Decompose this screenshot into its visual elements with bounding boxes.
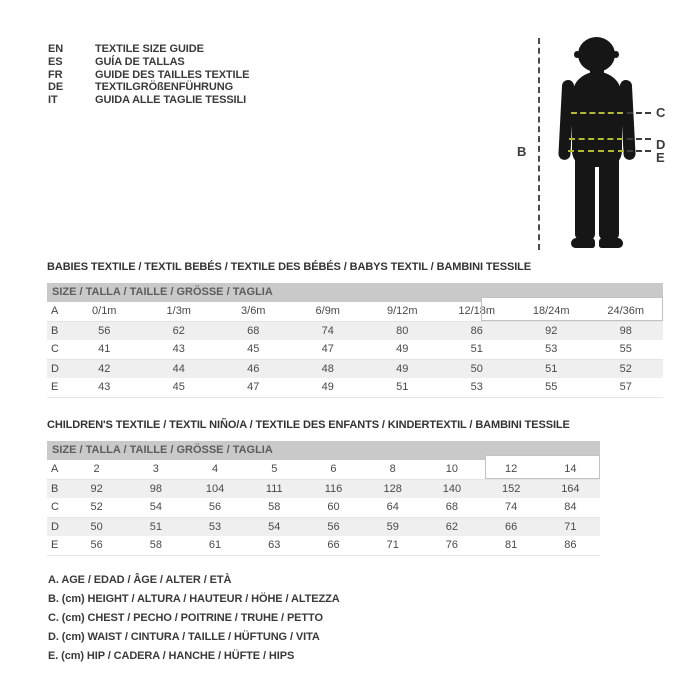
size-value-cell: 0/1m <box>67 302 142 321</box>
row-label: B <box>47 321 67 340</box>
size-value-cell: 92 <box>67 479 126 498</box>
size-value-cell: 47 <box>291 340 366 359</box>
size-value-cell: 48 <box>291 359 366 378</box>
legend-line: B. (cm) HEIGHT / ALTURA / HAUTEUR / HÖHE / ALTEZZA <box>48 593 340 605</box>
language-guide-title: TEXTILE SIZE GUIDE <box>95 43 204 55</box>
size-table-row <box>47 479 600 498</box>
size-value-cell: 68 <box>216 321 291 340</box>
size-value-cell: 63 <box>245 536 304 555</box>
size-table-row <box>47 340 663 359</box>
silhouette-ear-right <box>613 51 619 58</box>
size-value-cell: 6/9m <box>291 302 366 321</box>
language-code: EN <box>48 43 64 55</box>
legend-line: A. AGE / EDAD / ÂGE / ALTER / ETÀ <box>48 574 232 586</box>
size-value-cell: 86 <box>440 321 515 340</box>
size-value-cell: 86 <box>541 536 600 555</box>
size-table-row <box>47 378 663 397</box>
chest-measure-leader-line <box>627 112 651 114</box>
size-value-cell: 53 <box>440 378 515 397</box>
size-value-cell: 49 <box>291 378 366 397</box>
size-value-cell: 76 <box>422 536 481 555</box>
silhouette-leg-left <box>575 140 595 240</box>
size-value-cell: 57 <box>589 378 664 397</box>
size-value-cell: 152 <box>482 479 541 498</box>
size-value-cell: 66 <box>482 517 541 536</box>
size-table-row <box>47 460 600 479</box>
language-row <box>48 81 249 94</box>
language-guide-title: GUIDA ALLE TAGLIE TESSILI <box>95 94 247 107</box>
size-value-cell: 116 <box>304 479 363 498</box>
language-guide-title: GUIDE DES TAILLES TEXTILE <box>95 68 250 81</box>
legend-line: D. (cm) WAIST / CINTURA / TAILLE / HÜFTUNG / VITA <box>48 631 320 643</box>
language-code: IT <box>48 94 58 107</box>
silhouette-leg-right <box>599 140 619 240</box>
size-value-cell: 49 <box>365 340 440 359</box>
size-value-cell: 45 <box>216 340 291 359</box>
children-size-grid <box>47 460 600 556</box>
children-size-table <box>47 441 600 556</box>
waist-measure-leader-line <box>627 138 651 140</box>
size-value-cell: 43 <box>142 340 217 359</box>
size-table-row <box>47 536 600 555</box>
size-value-cell: 51 <box>514 359 589 378</box>
language-row <box>48 69 249 82</box>
children-table-title: CHILDREN'S TEXTILE / TEXTIL NIÑO/A / TEXTILE DES ENFANTS / KINDERTEXTIL / BAMBINI TESSILE <box>47 419 570 431</box>
size-value-cell: 3/6m <box>216 302 291 321</box>
size-value-cell: 50 <box>440 359 515 378</box>
size-value-cell: 3 <box>126 460 185 479</box>
language-row <box>48 94 249 107</box>
row-label: D <box>47 517 67 536</box>
row-label: B <box>47 479 67 498</box>
size-value-cell: 111 <box>245 479 304 498</box>
size-value-cell: 45 <box>142 378 217 397</box>
size-value-cell: 51 <box>365 378 440 397</box>
size-value-cell: 52 <box>67 498 126 517</box>
size-value-cell: 66 <box>304 536 363 555</box>
size-value-cell: 53 <box>514 340 589 359</box>
language-guide-title: GUÍA DE TALLAS <box>95 55 185 68</box>
size-value-cell: 14 <box>541 460 600 479</box>
language-code: ES <box>48 55 63 68</box>
size-value-cell: 58 <box>245 498 304 517</box>
babies-size-header-text: SIZE / TALLA / TAILLE / GRÖSSE / TAGLIA <box>52 286 273 298</box>
size-value-cell: 6 <box>304 460 363 479</box>
babies-size-table <box>47 283 663 398</box>
size-value-cell: 56 <box>304 517 363 536</box>
row-label: C <box>47 498 67 517</box>
size-value-cell: 74 <box>482 498 541 517</box>
size-value-cell: 52 <box>589 359 664 378</box>
size-value-cell: 46 <box>216 359 291 378</box>
hip-label: E <box>656 150 665 165</box>
babies-highlight-notch <box>481 297 663 302</box>
size-value-cell: 64 <box>363 498 422 517</box>
silhouette-arm-right <box>620 80 636 161</box>
size-value-cell: 24/36m <box>589 302 664 321</box>
height-measure-dashed-line <box>538 38 540 250</box>
size-table-row <box>47 321 663 340</box>
language-row <box>48 56 249 69</box>
size-value-cell: 62 <box>422 517 481 536</box>
size-value-cell: 53 <box>185 517 244 536</box>
size-value-cell: 71 <box>541 517 600 536</box>
size-value-cell: 164 <box>541 479 600 498</box>
child-silhouette-figure <box>510 25 686 260</box>
language-code: DE <box>48 81 64 94</box>
row-label: D <box>47 359 67 378</box>
children-size-header-bar <box>47 441 600 460</box>
row-label: A <box>47 460 67 479</box>
legend-line: C. (cm) CHEST / PECHO / POITRINE / TRUHE / PETTO <box>48 612 323 624</box>
size-value-cell: 50 <box>67 517 126 536</box>
size-value-cell: 5 <box>245 460 304 479</box>
size-value-cell: 68 <box>422 498 481 517</box>
babies-size-header-bar <box>47 283 663 302</box>
size-value-cell: 8 <box>363 460 422 479</box>
size-value-cell: 4 <box>185 460 244 479</box>
size-value-cell: 55 <box>589 340 664 359</box>
size-value-cell: 51 <box>126 517 185 536</box>
size-value-cell: 104 <box>185 479 244 498</box>
legend-line: E. (cm) HIP / CADERA / HANCHE / HÜFTE / HIPS <box>48 650 295 662</box>
waist-measure-dashed-line <box>569 138 623 140</box>
row-label: E <box>47 378 67 397</box>
size-value-cell: 54 <box>126 498 185 517</box>
size-value-cell: 140 <box>422 479 481 498</box>
size-value-cell: 43 <box>67 378 142 397</box>
size-value-cell: 9/12m <box>365 302 440 321</box>
size-value-cell: 56 <box>67 321 142 340</box>
size-value-cell: 41 <box>67 340 142 359</box>
row-label: C <box>47 340 67 359</box>
children-highlight-notch <box>485 455 600 460</box>
size-value-cell: 10 <box>422 460 481 479</box>
babies-table-title: BABIES TEXTILE / TEXTIL BEBÉS / TEXTILE DES BÉBÉS / BABYS TEXTIL / BAMBINI TESSILE <box>47 261 532 273</box>
row-label: E <box>47 536 67 555</box>
size-value-cell: 1/3m <box>142 302 217 321</box>
size-value-cell: 80 <box>365 321 440 340</box>
size-value-cell: 128 <box>363 479 422 498</box>
size-value-cell: 49 <box>365 359 440 378</box>
size-value-cell: 71 <box>363 536 422 555</box>
children-size-header-text: SIZE / TALLA / TAILLE / GRÖSSE / TAGLIA <box>52 444 273 456</box>
size-value-cell: 74 <box>291 321 366 340</box>
size-value-cell: 51 <box>440 340 515 359</box>
size-value-cell: 54 <box>245 517 304 536</box>
silhouette-foot-left <box>571 238 595 248</box>
size-value-cell: 61 <box>185 536 244 555</box>
size-value-cell: 62 <box>142 321 217 340</box>
size-value-cell: 12 <box>482 460 541 479</box>
row-label: A <box>47 302 67 321</box>
size-value-cell: 58 <box>126 536 185 555</box>
size-value-cell: 55 <box>514 378 589 397</box>
size-value-cell: 60 <box>304 498 363 517</box>
size-value-cell: 18/24m <box>514 302 589 321</box>
size-value-cell: 84 <box>541 498 600 517</box>
size-value-cell: 98 <box>126 479 185 498</box>
language-code: FR <box>48 68 63 81</box>
size-value-cell: 56 <box>67 536 126 555</box>
language-title-list <box>48 43 249 107</box>
size-value-cell: 12/18m <box>440 302 515 321</box>
hip-measure-leader-line <box>627 150 651 152</box>
chest-measure-dashed-line <box>571 112 623 114</box>
size-value-cell: 42 <box>67 359 142 378</box>
chest-label: C <box>656 105 666 120</box>
silhouette-ear-left <box>574 51 580 58</box>
size-value-cell: 2 <box>67 460 126 479</box>
size-value-cell: 47 <box>216 378 291 397</box>
size-value-cell: 98 <box>589 321 664 340</box>
measurement-legend <box>48 571 340 666</box>
size-table-row <box>47 498 600 517</box>
language-row <box>48 43 249 56</box>
size-value-cell: 59 <box>363 517 422 536</box>
size-value-cell: 56 <box>185 498 244 517</box>
hip-measure-dashed-line <box>568 150 624 152</box>
height-label: B <box>517 144 527 159</box>
waist-label: D <box>656 137 666 152</box>
size-value-cell: 92 <box>514 321 589 340</box>
silhouette-foot-right <box>599 238 623 248</box>
size-table-row <box>47 302 663 321</box>
size-value-cell: 81 <box>482 536 541 555</box>
size-value-cell: 44 <box>142 359 217 378</box>
size-table-row <box>47 359 663 378</box>
language-guide-title: TEXTILGRÖßENFÜHRUNG <box>95 81 234 94</box>
babies-size-grid <box>47 302 663 398</box>
size-table-row <box>47 517 600 536</box>
